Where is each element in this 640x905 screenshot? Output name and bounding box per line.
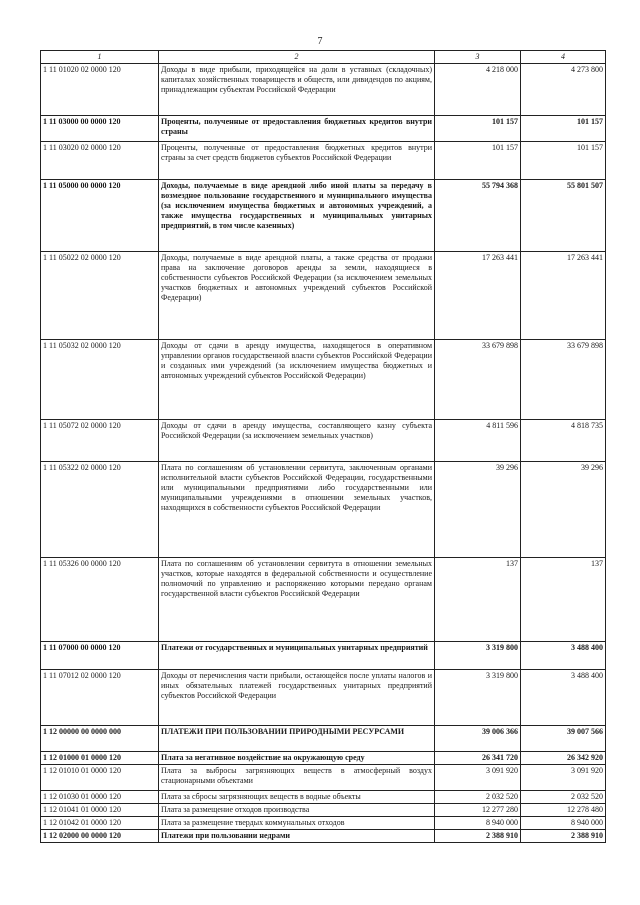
table-row — [41, 462, 606, 558]
budget-code-cell: 1 12 01041 01 0000 120 — [41, 804, 159, 817]
table-row — [41, 420, 606, 462]
revenue-name-cell: Платежи при пользовании недрами — [159, 830, 435, 843]
revenue-name-cell: Плата за размещение твердых коммунальных отходов — [159, 817, 435, 830]
value-col4-cell: 101 157 — [521, 142, 606, 180]
value-col3-cell: 2 032 520 — [435, 791, 521, 804]
budget-code-cell: 1 11 05072 02 0000 120 — [41, 420, 159, 462]
table-row — [41, 817, 606, 830]
budget-code-cell: 1 12 00000 00 0000 000 — [41, 726, 159, 752]
table-row — [41, 64, 606, 116]
value-col3-cell: 17 263 441 — [435, 252, 521, 340]
budget-code-cell: 1 12 01042 01 0000 120 — [41, 817, 159, 830]
budget-code-cell: 1 11 05032 02 0000 120 — [41, 340, 159, 420]
value-col3-cell: 2 388 910 — [435, 830, 521, 843]
value-col4-cell: 2 388 910 — [521, 830, 606, 843]
revenue-name-cell: Доходы, получаемые в виде арендной платы, а также средства от продажи права на заключение договоров аренды за земли, находящиеся в собственности субъектов Российской Федерации (за исключением земельных участков бюджетных и автономных учреждений субъектов Российской Федерации) — [159, 252, 435, 340]
table-row — [41, 252, 606, 340]
value-col4-cell: 137 — [521, 558, 606, 642]
value-col4-cell: 26 342 920 — [521, 752, 606, 765]
table-row — [41, 752, 606, 765]
column-header: 4 — [521, 51, 606, 64]
revenue-name-cell: Плата за выбросы загрязняющих веществ в атмосферный воздух стационарными объектами — [159, 765, 435, 791]
budget-code-cell: 1 11 05000 00 0000 120 — [41, 180, 159, 252]
value-col3-cell: 101 157 — [435, 142, 521, 180]
page-number: 7 — [317, 36, 323, 47]
revenue-name-cell: Доходы, получаемые в виде арендной либо иной платы за передачу в возмездное пользование государственного и муниципального имущества (за исключением имущества бюджетных и автономных учреждений, а также имущества государственных и муниципальных унитарных предприятий, в том числе казенных) — [159, 180, 435, 252]
revenue-name-cell: Доходы от сдачи в аренду имущества, находящегося в оперативном управлении органов государственной власти субъектов Российской Федерации и созданных ими учреждений (за исключением имущества бюджетных и автономных учреждений субъектов Российской Федерации) — [159, 340, 435, 420]
value-col3-cell: 26 341 720 — [435, 752, 521, 765]
value-col4-cell: 2 032 520 — [521, 791, 606, 804]
revenue-name-cell: ПЛАТЕЖИ ПРИ ПОЛЬЗОВАНИИ ПРИРОДНЫМИ РЕСУРСАМИ — [159, 726, 435, 752]
value-col4-cell: 12 278 480 — [521, 804, 606, 817]
revenue-name-cell: Плата по соглашениям об установлении сервитута, заключенным органами исполнительной власти субъектов Российской Федерации, государственными или муниципальными предприятиями либо государственными или муниципальными учреждениями в отношении земельных участков, находящихся в собственности субъектов Российской Федерации — [159, 462, 435, 558]
table-row — [41, 180, 606, 252]
budget-code-cell: 1 11 05326 00 0000 120 — [41, 558, 159, 642]
value-col3-cell: 55 794 368 — [435, 180, 521, 252]
revenue-name-cell: Проценты, полученные от предоставления бюджетных кредитов внутри страны — [159, 116, 435, 142]
budget-code-cell: 1 12 02000 00 0000 120 — [41, 830, 159, 843]
budget-code-cell: 1 12 01000 01 0000 120 — [41, 752, 159, 765]
budget-code-cell: 1 11 07000 00 0000 120 — [41, 642, 159, 670]
value-col4-cell: 17 263 441 — [521, 252, 606, 340]
value-col3-cell: 39 006 366 — [435, 726, 521, 752]
revenue-name-cell: Проценты, полученные от предоставления бюджетных кредитов внутри страны за счет средств бюджетов субъектов Российской Федерации — [159, 142, 435, 180]
value-col3-cell: 137 — [435, 558, 521, 642]
table-row — [41, 642, 606, 670]
table-row — [41, 830, 606, 843]
value-col4-cell: 8 940 000 — [521, 817, 606, 830]
value-col4-cell: 4 273 800 — [521, 64, 606, 116]
revenue-table — [40, 50, 606, 843]
budget-code-cell: 1 11 01020 02 0000 120 — [41, 64, 159, 116]
column-header: 3 — [435, 51, 521, 64]
value-col4-cell: 55 801 507 — [521, 180, 606, 252]
column-header: 1 — [41, 51, 159, 64]
revenue-name-cell: Плата по соглашениям об установлении сервитута в отношении земельных участков, которые находятся в федеральной собственности и осуществление полномочий по управлению и распоряжению которыми передано органам государственной власти субъектов Российской Федерации — [159, 558, 435, 642]
budget-code-cell: 1 11 05322 02 0000 120 — [41, 462, 159, 558]
value-col4-cell: 3 488 400 — [521, 670, 606, 726]
budget-code-cell: 1 11 07012 02 0000 120 — [41, 670, 159, 726]
value-col3-cell: 39 296 — [435, 462, 521, 558]
column-header-row — [41, 51, 606, 64]
value-col3-cell: 3 091 920 — [435, 765, 521, 791]
budget-code-cell: 1 11 03000 00 0000 120 — [41, 116, 159, 142]
value-col3-cell: 12 277 280 — [435, 804, 521, 817]
table-row — [41, 340, 606, 420]
table-row — [41, 765, 606, 791]
budget-code-cell: 1 12 01030 01 0000 120 — [41, 791, 159, 804]
revenue-name-cell: Платежи от государственных и муниципальных унитарных предприятий — [159, 642, 435, 670]
value-col4-cell: 101 157 — [521, 116, 606, 142]
table-row — [41, 791, 606, 804]
table-row — [41, 804, 606, 817]
revenue-name-cell: Доходы в виде прибыли, приходящейся на доли в уставных (складочных) капиталах хозяйственных товариществ и обществ, или дивидендов по акциям, принадлежащим субъектам Российской Федерации — [159, 64, 435, 116]
value-col4-cell: 3 091 920 — [521, 765, 606, 791]
value-col4-cell: 39 296 — [521, 462, 606, 558]
value-col4-cell: 33 679 898 — [521, 340, 606, 420]
value-col4-cell: 3 488 400 — [521, 642, 606, 670]
value-col3-cell: 3 319 800 — [435, 642, 521, 670]
value-col3-cell: 3 319 800 — [435, 670, 521, 726]
table-row — [41, 558, 606, 642]
revenue-name-cell: Доходы от перечисления части прибыли, остающейся после уплаты налогов и иных обязательных платежей государственных унитарных предприятий субъектов Российской Федерации — [159, 670, 435, 726]
value-col4-cell: 4 818 735 — [521, 420, 606, 462]
value-col3-cell: 8 940 000 — [435, 817, 521, 830]
value-col3-cell: 33 679 898 — [435, 340, 521, 420]
revenue-name-cell: Плата за негативное воздействие на окружающую среду — [159, 752, 435, 765]
table-row — [41, 726, 606, 752]
value-col3-cell: 4 218 000 — [435, 64, 521, 116]
revenue-name-cell: Доходы от сдачи в аренду имущества, составляющего казну субъекта Российской Федерации (за исключением земельных участков) — [159, 420, 435, 462]
budget-code-cell: 1 12 01010 01 0000 120 — [41, 765, 159, 791]
revenue-name-cell: Плата за размещение отходов производства — [159, 804, 435, 817]
budget-code-cell: 1 11 05022 02 0000 120 — [41, 252, 159, 340]
value-col4-cell: 39 007 566 — [521, 726, 606, 752]
revenue-name-cell: Плата за сбросы загрязняющих веществ в водные объекты — [159, 791, 435, 804]
table-row — [41, 670, 606, 726]
value-col3-cell: 101 157 — [435, 116, 521, 142]
table-row — [41, 116, 606, 142]
value-col3-cell: 4 811 596 — [435, 420, 521, 462]
budget-code-cell: 1 11 03020 02 0000 120 — [41, 142, 159, 180]
column-header: 2 — [159, 51, 435, 64]
table-row — [41, 142, 606, 180]
